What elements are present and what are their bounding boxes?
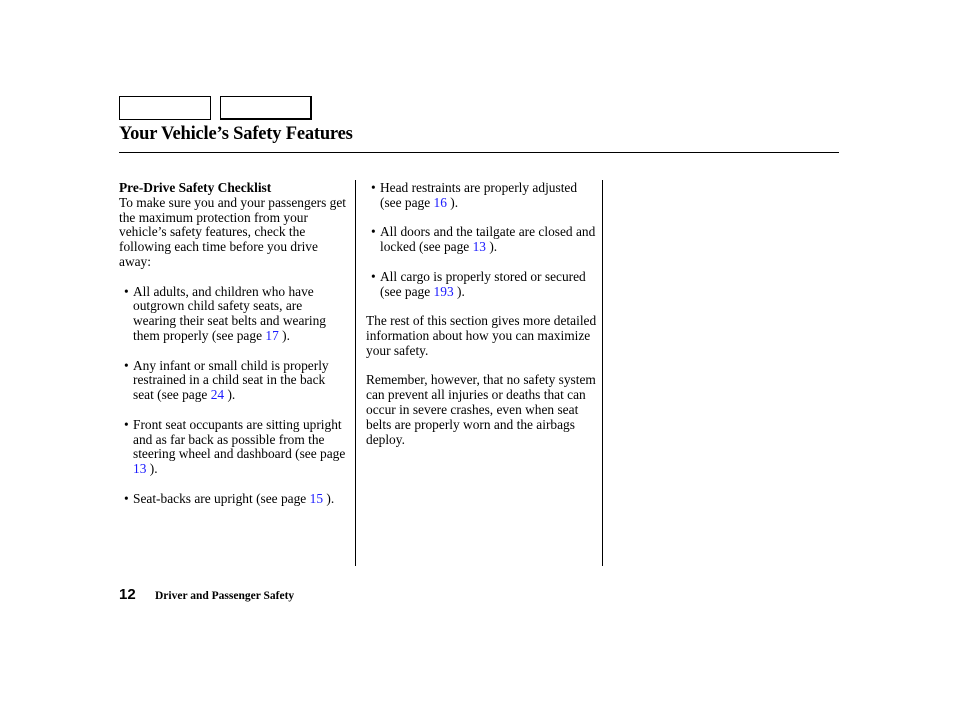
list-item-text: Any infant or small child is properly restrained in a child seat in the back seat (see page <box>133 357 329 403</box>
page-link-193[interactable]: 193 <box>433 283 454 299</box>
footer-section-title: Driver and Passenger Safety <box>155 590 295 602</box>
safety-reminder-paragraph: Remember, however, that no safety system can prevent all injuries or deaths that can occur in severe crashes, even when seat belts are properly worn and the airbags deploy. <box>366 372 596 447</box>
bullet-icon: • <box>124 416 129 432</box>
bullet-icon: • <box>124 357 129 373</box>
list-item <box>366 225 601 255</box>
page-link-16[interactable]: 16 <box>433 194 447 210</box>
page-number: 12 <box>119 586 136 603</box>
checklist-bullets-right <box>366 181 601 299</box>
header-tab-box-right <box>220 96 312 120</box>
list-item-text: All cargo is properly stored or secured (see page <box>380 268 586 299</box>
list-item-end: ). <box>149 461 158 477</box>
bullet-icon: • <box>124 490 129 506</box>
list-item <box>119 492 347 507</box>
column-middle <box>366 181 601 447</box>
list-item-text: Head restraints are properly adjusted (see page <box>380 180 578 210</box>
list-item-end: ). <box>326 490 335 506</box>
list-item-text: All adults, and children who have outgrown child safety seats, are wearing their seat belts and wearing them properly (see page <box>133 283 326 343</box>
bullet-icon: • <box>371 180 376 195</box>
section-summary-paragraph: The rest of this section gives more detailed information about how you can maximize your safety. <box>366 313 597 358</box>
page-link-17[interactable]: 17 <box>265 327 279 343</box>
page-link-24[interactable]: 24 <box>210 387 225 403</box>
list-item-end: ). <box>227 387 236 403</box>
page-title: Your Vehicle’s Safety Features <box>119 124 353 144</box>
page-link-13[interactable]: 13 <box>133 461 147 477</box>
bullet-icon: • <box>124 283 129 299</box>
list-item-end: ). <box>450 194 459 210</box>
list-item <box>119 418 347 477</box>
list-item-end: ). <box>457 283 465 299</box>
list-item-end: ). <box>282 327 290 343</box>
page-link-15[interactable]: 15 <box>309 490 324 506</box>
bullet-icon: • <box>371 224 376 240</box>
list-item-text: Seat-backs are upright (see page <box>133 490 307 506</box>
page-link-13[interactable]: 13 <box>472 239 486 255</box>
checklist-intro: To make sure you and your passengers get the maximum protection from your vehicle’s safety features, check the following each time before you drive away: <box>119 194 347 269</box>
list-item <box>119 285 347 344</box>
list-item <box>119 359 347 403</box>
title-rule <box>119 152 839 153</box>
list-item <box>366 270 601 300</box>
column-divider-1 <box>355 180 356 566</box>
list-item-text: All doors and the tailgate are closed and locked (see page <box>380 224 596 255</box>
checklist-heading: Pre-Drive Safety Checklist <box>119 180 272 195</box>
list-item-text: Front seat occupants are sitting upright and as far back as possible from the steering wheel and dashboard (see page <box>133 416 346 462</box>
column-left <box>119 181 347 507</box>
checklist-bullets-left <box>119 285 347 507</box>
header-tab-box-left <box>119 96 211 120</box>
bullet-icon: • <box>371 268 376 284</box>
list-item-end: ). <box>489 239 498 255</box>
list-item <box>366 181 601 211</box>
column-divider-2 <box>602 180 603 566</box>
